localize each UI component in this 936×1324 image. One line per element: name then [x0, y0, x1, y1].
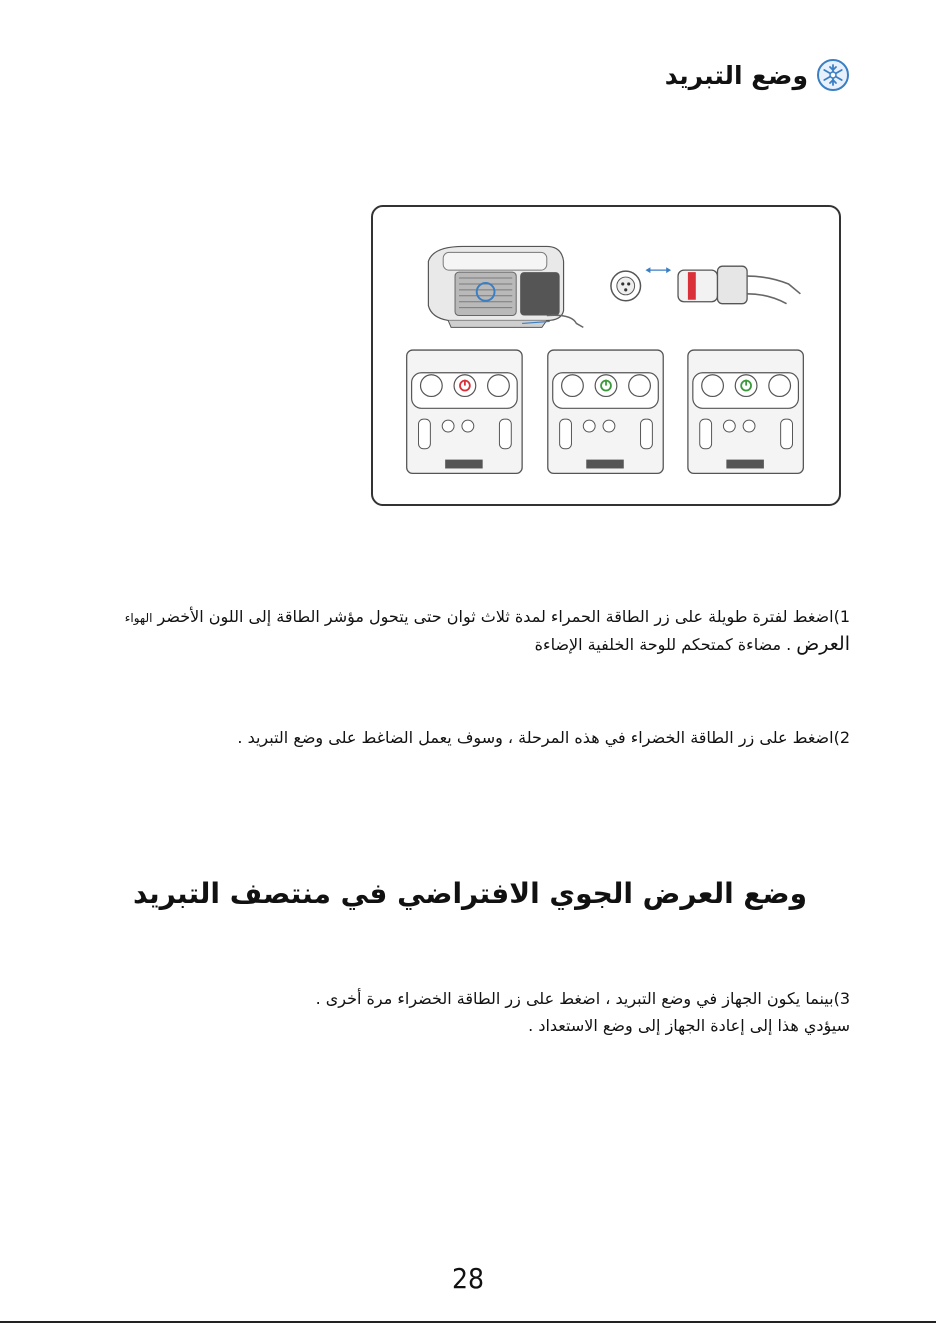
- snowflake-icon: [816, 58, 850, 92]
- control-panel-3: [688, 350, 803, 473]
- control-panel-1: [407, 350, 522, 473]
- page-heading: [250, 58, 850, 92]
- page-number: 28: [451, 1262, 485, 1295]
- paragraph-1-line-2-lead: العرض: [796, 633, 850, 655]
- section-title: وضع العرض الجوي الافتراضي في منتصف التبريد: [132, 877, 808, 910]
- paragraph-1-line-2: [50, 633, 850, 656]
- paragraph-3-text: بينما يكون الجهاز في وضع التبريد ، اضغط على زر الطاقة الخضراء مرة أخرى .: [315, 989, 834, 1008]
- device-illustration: [371, 205, 841, 506]
- paragraph-2-text: اضغط على زر الطاقة الخضراء في هذه المرحلة ، وسوف يعمل الضاغط على وضع التبريد .: [237, 728, 834, 747]
- paragraph-2: [50, 727, 850, 749]
- heading-title: وضع التبريد: [664, 60, 808, 90]
- paragraph-1-text: اضغط لفترة طويلة على زر الطاقة الحمراء لمدة ثلاث ثوان حتى يتحول مؤشر الطاقة إلى اللون الأخضر: [157, 607, 834, 626]
- paragraph-3-line-1: [50, 988, 850, 1010]
- paragraph-1-line-1: [50, 606, 850, 629]
- bottom-divider: [0, 1321, 936, 1323]
- power-connector-drawing: [611, 266, 800, 303]
- cooler-unit-drawing: [428, 246, 583, 327]
- paragraph-3-line-2: سيؤدي هذا إلى إعادة الجهاز إلى وضع الاستعداد .: [528, 1016, 850, 1035]
- paragraph-3-number: 3): [833, 989, 850, 1008]
- paragraph-2-number: 2): [833, 728, 850, 747]
- control-panel-2: [548, 350, 663, 473]
- paragraph-1-number: 1): [833, 607, 850, 626]
- paragraph-1-tail: الهواء: [124, 611, 153, 625]
- paragraph-1-line-2-text: . مضاءة كمتحكم للوحة الخلفية الإضاءة: [534, 635, 792, 654]
- device-diagram: [373, 207, 839, 504]
